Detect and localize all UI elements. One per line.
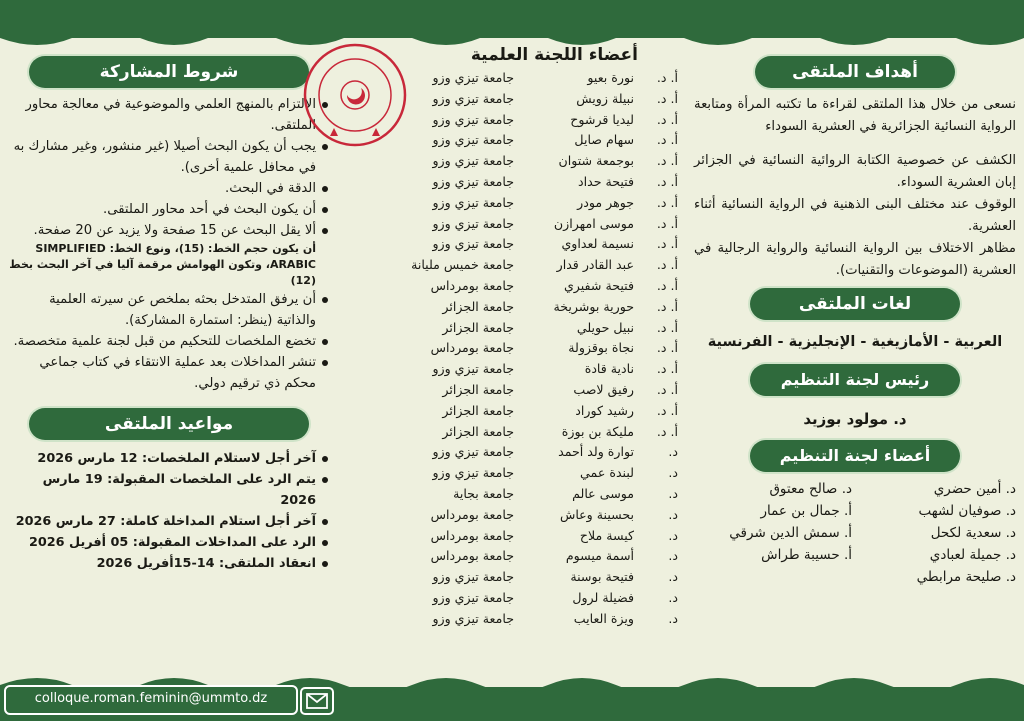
list-item: الدقة في البحث.	[8, 178, 330, 199]
member-name: مليكة بن بوزة	[561, 423, 634, 439]
member-title: أ. د.	[656, 319, 678, 335]
list-item: أن يرفق المتدخل بحثه بملخص عن سيرته العلمية والذاتية (ينظر: استمارة المشاركة).	[8, 289, 330, 331]
member-university: جامعة تيزي وزو	[432, 569, 514, 585]
list-item: ألا يقل البحث عن 15 صفحة ولا يزيد عن 20 صفحة.	[8, 220, 330, 241]
table-row	[346, 526, 678, 547]
table-row	[346, 484, 678, 505]
organizing-committee-list	[694, 478, 1016, 588]
list-item: أن يكون البحث في أحد محاور الملتقى.	[8, 199, 330, 220]
list-item: د. صوفيان لشهب	[918, 503, 1016, 519]
table-row	[346, 442, 678, 463]
list-item: الرد على المداخلات المقبولة: 05 أفريل 2026	[8, 532, 330, 553]
member-title: د.	[668, 527, 678, 543]
member-university: جامعة تيزي وزو	[432, 589, 514, 605]
member-name: توارة ولد أحمد	[558, 444, 634, 460]
member-title: أ. د.	[656, 90, 678, 106]
member-title: د.	[668, 465, 678, 481]
goals-paragraph: الوقوف عند مختلف البنى الذهنية في الرواية النسائية أثناء العشرية.	[694, 197, 1016, 234]
member-name: أسمة ميسوم	[565, 548, 634, 564]
member-name: نجاة بوقزولة	[568, 340, 634, 356]
member-name: ليديا قرشوح	[570, 111, 634, 127]
member-name: نادية قادة	[584, 361, 634, 377]
left-column	[0, 34, 340, 691]
table-row	[346, 193, 678, 214]
university-seal	[300, 40, 410, 150]
list-item: تنشر المداخلات بعد عملية الانتقاء في كتاب جماعي محكم ذي ترقيم دولي.	[8, 352, 330, 394]
member-title: أ. د.	[656, 423, 678, 439]
member-name: حورية بوشريخة	[553, 298, 634, 314]
member-title: د.	[668, 548, 678, 564]
member-university: جامعة بومرداس	[430, 340, 514, 356]
member-name: نبيل حويلي	[576, 319, 634, 335]
member-name: نورة بعيو	[587, 70, 634, 85]
member-university: جامعة تيزي وزو	[432, 465, 514, 481]
member-university: جامعة بجاية	[453, 485, 514, 501]
member-university: جامعة تيزي وزو	[432, 236, 514, 252]
list-item: يتم الرد على الملخصات المقبولة: 19 مارس 2026	[8, 469, 330, 511]
list-item: انعقاد الملتقى: 14-15أفريل 2026	[8, 553, 330, 574]
table-row	[346, 401, 678, 422]
member-name: بوجمعة شتوان	[558, 153, 634, 169]
member-university: جامعة تيزي وزو	[432, 361, 514, 377]
member-name: كيسة ملاح	[579, 527, 634, 543]
goals-paragraph: مظاهر الاختلاف بين الرواية النسائية والرواية الرجالية في العشرية (الموضوعات والتقنيات).	[694, 241, 1016, 278]
member-title: أ. د.	[656, 111, 678, 127]
list-item: الالتزام بالمنهج العلمي والموضوعية في معالجة محاور الملتقى.	[8, 94, 330, 136]
member-university: جامعة الجزائر	[442, 402, 514, 418]
member-title: أ. د.	[656, 153, 678, 169]
list-item: أ. سمش الدين شرقي	[729, 525, 852, 541]
table-row	[346, 609, 678, 630]
member-name: نسيمة لعداوي	[561, 236, 634, 252]
member-university: جامعة الجزائر	[442, 298, 514, 314]
member-name: ويزة العايب	[573, 610, 634, 626]
table-row	[346, 172, 678, 193]
list-item: آخر أجل استلام المداخلة كاملة: 27 مارس 2026	[8, 511, 330, 532]
table-row	[346, 214, 678, 235]
member-title: أ. د.	[656, 70, 678, 85]
member-university: جامعة تيزي وزو	[432, 70, 514, 85]
member-university: جامعة بومرداس	[430, 548, 514, 564]
terms-list-continued	[8, 289, 330, 394]
member-name: بحسينة وعاش	[559, 506, 634, 522]
member-name: فضيلة لرول	[572, 589, 634, 605]
member-university: جامعة تيزي وزو	[432, 610, 514, 626]
member-university: جامعة الجزائر	[442, 381, 514, 397]
list-item: تخضع الملخصات للتحكيم من قبل لجنة علمية متخصصة.	[8, 331, 330, 352]
member-title: أ. د.	[656, 173, 678, 189]
member-title: د.	[668, 485, 678, 501]
chair-title: رئيس لجنة التنظيم	[750, 364, 960, 396]
member-name: فتيحة حداد	[577, 173, 634, 189]
table-row	[346, 422, 678, 443]
member-university: جامعة تيزي وزو	[432, 153, 514, 169]
list-item: يجب أن يكون البحث أصيلا (غير منشور، وغير مشارك به في محافل علمية أخرى).	[8, 136, 330, 178]
member-title: د.	[668, 444, 678, 460]
goals-title: أهداف الملتقى	[755, 56, 955, 88]
member-name: لبندة عمي	[580, 465, 634, 481]
terms-list	[8, 94, 330, 241]
list-item: د. جميلة لعبادي	[929, 547, 1016, 563]
member-title: أ. د.	[656, 340, 678, 356]
member-title: أ. د.	[656, 215, 678, 231]
languages-text: العربية - الأمازيغية - الإنجليزية - الفرنسية	[707, 334, 1003, 350]
table-row	[346, 588, 678, 609]
member-name: عبد القادر قدار	[556, 257, 634, 273]
member-name: نبيلة زويش	[576, 90, 634, 106]
table-row	[346, 463, 678, 484]
dates-list	[8, 448, 330, 574]
scientific-committee-table	[346, 68, 678, 630]
table-row	[346, 297, 678, 318]
member-university: جامعة تيزي وزو	[432, 444, 514, 460]
member-university: جامعة بومرداس	[430, 506, 514, 522]
member-title: أ. د.	[656, 236, 678, 252]
table-row	[346, 359, 678, 380]
table-row	[346, 255, 678, 276]
member-university: جامعة تيزي وزو	[432, 90, 514, 106]
languages-title: لغات الملتقى	[750, 288, 960, 320]
table-row	[346, 567, 678, 588]
table-row	[346, 546, 678, 567]
member-title: أ. د.	[656, 277, 678, 293]
table-row	[346, 505, 678, 526]
table-row	[346, 380, 678, 401]
member-university: جامعة بومرداس	[430, 527, 514, 543]
right-column	[684, 34, 1024, 691]
member-name: فتيحة بوسنة	[570, 569, 634, 585]
organizing-committee-title: أعضاء لجنة التنظيم	[750, 440, 960, 472]
member-title: د.	[668, 569, 678, 585]
terms-title: شروط المشاركة	[29, 56, 309, 88]
member-name: سهام صايل	[574, 132, 634, 148]
member-university: جامعة الجزائر	[442, 319, 514, 335]
member-title: أ. د.	[656, 194, 678, 210]
table-row	[346, 318, 678, 339]
member-university: جامعة تيزي وزو	[432, 173, 514, 189]
envelope-icon[interactable]	[300, 687, 334, 715]
goals-paragraph: الكشف عن خصوصية الكتابة الروائية النسائية في الجزائر إبان العشرية السوداء.	[694, 153, 1016, 190]
goals-paragraph: نسعى من خلال هذا الملتقى لقراءة ما تكتبه المرأة ومتابعة الرواية النسائية الجزائرية في العشرية السوداء	[694, 97, 1016, 134]
list-item: آخر أجل لاستلام الملخصات: 12 مارس 2026	[8, 448, 330, 469]
member-university: جامعة بومرداس	[430, 277, 514, 293]
list-item: أ. حسيبة طراش	[761, 547, 852, 563]
dates-title: مواعيد الملتقى	[29, 408, 309, 440]
member-title: د.	[668, 589, 678, 605]
list-item: د. أمين حضري	[933, 481, 1016, 497]
member-title: أ. د.	[656, 257, 678, 273]
member-name: رشيد كوراد	[575, 402, 634, 418]
chair-name: د. مولود بوزيد	[803, 410, 907, 428]
member-title: د.	[668, 506, 678, 522]
member-title: أ. د.	[656, 361, 678, 377]
list-item: د. صالح معتوق	[769, 481, 852, 497]
member-title: أ. د.	[656, 402, 678, 418]
member-title: أ. د.	[656, 381, 678, 397]
contact-email[interactable]: colloque.roman.feminin@ummto.dz	[4, 685, 298, 715]
list-item: د. صليحة مرابطي	[916, 569, 1016, 585]
table-row	[346, 151, 678, 172]
member-name: جوهر مودر	[577, 194, 634, 210]
member-university: جامعة تيزي وزو	[432, 111, 514, 127]
member-name: موسى امهرازن	[553, 215, 634, 231]
member-university: جامعة الجزائر	[442, 423, 514, 439]
table-row	[346, 338, 678, 359]
list-item: أ. جمال بن عمار	[760, 503, 852, 519]
member-university: جامعة تيزي وزو	[432, 132, 514, 148]
table-row	[346, 234, 678, 255]
member-name: موسى عالم	[572, 485, 634, 501]
scientific-committee-title: أعضاء اللجنة العلمية	[470, 45, 638, 65]
member-university: جامعة تيزي وزو	[432, 194, 514, 210]
table-row	[346, 276, 678, 297]
member-name: فتيحة شفيري	[563, 277, 634, 293]
list-item	[694, 566, 852, 588]
member-title: أ. د.	[656, 132, 678, 148]
list-item: د. سعدية لكحل	[930, 525, 1016, 541]
member-title: د.	[668, 610, 678, 626]
member-university: جامعة تيزي وزو	[432, 215, 514, 231]
font-note: أن يكون حجم الخط: (15)، ونوع الخط: SIMPLIFIED ARABIC، وتكون الهوامش مرقمة آليا في آخر البحث بخط (12)	[9, 242, 316, 287]
member-name: رفيق لاصب	[573, 381, 634, 397]
member-university: جامعة خميس مليانة	[411, 257, 514, 273]
member-title: أ. د.	[656, 298, 678, 314]
